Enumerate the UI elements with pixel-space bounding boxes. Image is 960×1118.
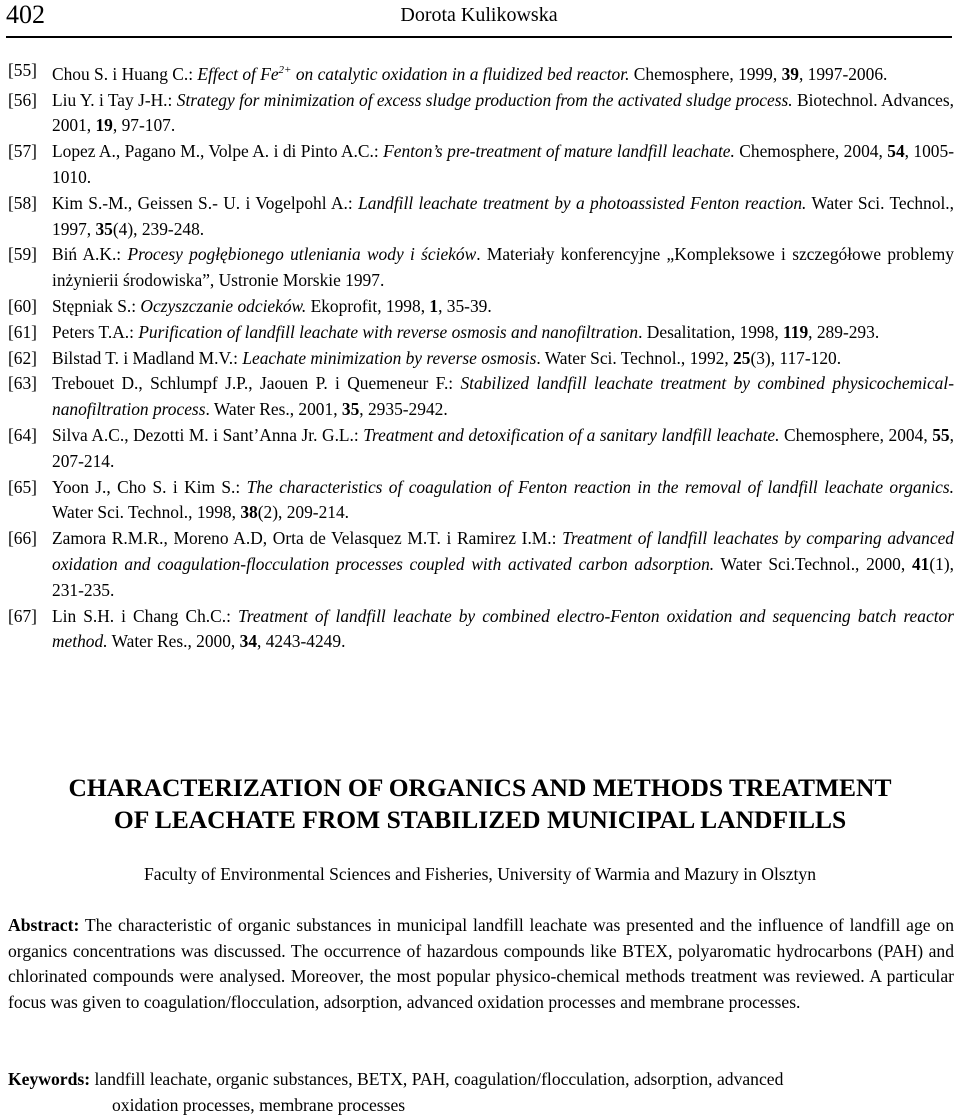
reference-pages: (3), 117-120. (750, 347, 842, 368)
reference-title: The characteristics of coagulation of Fenton reaction in the removal of landfill leachate organics. (246, 476, 954, 497)
reference-item (8, 242, 954, 294)
reference-number: [63] (8, 373, 37, 394)
keywords (8, 1067, 954, 1118)
reference-authors: Lin S.H. i Chang Ch.C.: (52, 605, 238, 626)
page-number: 402 (6, 0, 45, 29)
reference-title: Treatment of landfill leachates by comparing advanced oxidation and coagulation-flocculation processes coupled with activated carbon adsorption. (52, 528, 954, 574)
reference-pages: (2), 209-214. (257, 502, 350, 523)
reference-authors: Silva A.C., Dezotti M. i Sant’Anna Jr. G.L.: (52, 424, 364, 445)
reference-journal: . Water Sci. Technol., 1992, (536, 347, 734, 368)
reference-item (8, 294, 954, 320)
reference-authors: Chou S. i Huang C.: (52, 63, 198, 84)
reference-pages: , 207-214. (52, 424, 954, 471)
reference-pages: , 1997-2006. (798, 63, 888, 84)
reference-number: [66] (8, 528, 37, 549)
reference-authors: Zamora R.M.R., Moreno A.D, Orta de Velasquez M.T. i Ramirez I.M.: (52, 528, 563, 549)
reference-journal: Chemosphere, 1999, (629, 63, 782, 84)
reference-title: Stabilized landfill leachate treatment by combined physicochemical-nanofiltration process (52, 373, 955, 420)
reference-journal: Water Sci. Technol., 1998, (52, 502, 241, 523)
reference-number: [64] (8, 424, 37, 445)
abstract-label: Abstract: (8, 915, 80, 935)
reference-journal: Water Sci.Technol., 2000, (714, 553, 912, 574)
reference-title: Strategy for minimization of excess sludge production from the activated sludge process. (176, 89, 793, 110)
reference-item (8, 88, 954, 140)
running-head: Dorota Kulikowska (400, 4, 558, 26)
reference-volume: 41 (911, 553, 930, 574)
reference-journal: Ekoprofit, 1998, (306, 295, 430, 316)
reference-pages: (1), 231-235. (52, 553, 954, 600)
reference-authors: Lopez A., Pagano M., Volpe A. i di Pinto A.C.: (52, 141, 384, 162)
article-title (0, 772, 960, 836)
reference-authors: Yoon J., Cho S. i Kim S.: (52, 476, 247, 497)
reference-number: [62] (8, 347, 37, 368)
reference-title: Purification of landfill leachate with reverse osmosis and nanofiltration (138, 321, 639, 342)
reference-volume: 25 (733, 347, 751, 368)
reference-journal: . Materiały konferencyjne „Kompleksowe i szczegółowe problemy inżynierii środowiska”, Ustronie Morskie 1997. (52, 244, 954, 291)
reference-item (8, 475, 954, 527)
reference-title: Procesy pogłębionego utleniania wody i ścieków (127, 244, 477, 265)
reference-title: Leachate minimization by reverse osmosis (242, 347, 537, 368)
reference-item (8, 346, 954, 372)
reference-pages: (4), 239-248. (112, 218, 205, 239)
reference-authors: Liu Y. i Tay J-H.: (52, 89, 177, 110)
reference-item (8, 58, 954, 88)
keywords-label: Keywords: (8, 1069, 91, 1089)
reference-journal: . Desalitation, 1998, (638, 321, 784, 342)
reference-authors: Kim S.-M., Geissen S.- U. i Vogelpohl A.: (52, 192, 359, 213)
reference-title-continued: on catalytic oxidation in a fluidized bed reactor. (291, 63, 630, 84)
reference-journal: Chemosphere, 2004, (734, 141, 888, 162)
reference-journal: Chemosphere, 2004, (779, 424, 933, 445)
keywords-line-1: landfill leachate, organic substances, BETX, PAH, coagulation/flocculation, adsorption, advanced (90, 1069, 784, 1089)
reference-title-superscript: 2+ (278, 64, 292, 76)
reference-title: Fenton’s pre-treatment of mature landfill leachate. (383, 141, 735, 162)
reference-authors: Trebouet D., Schlumpf J.P., Jaouen P. i Quemeneur F.: (52, 373, 461, 394)
reference-number: [60] (8, 295, 37, 316)
reference-number: [56] (8, 89, 37, 110)
reference-item (8, 191, 954, 243)
reference-volume: 54 (887, 141, 905, 162)
reference-item (8, 423, 954, 475)
reference-journal: Biotechnol. Advances, 2001, (52, 89, 954, 136)
reference-item (8, 320, 954, 346)
reference-number: [58] (8, 192, 37, 213)
page-header (6, 0, 952, 34)
reference-list (8, 58, 954, 655)
reference-volume: 38 (240, 502, 258, 523)
reference-volume: 119 (783, 321, 809, 342)
reference-item (8, 139, 954, 191)
reference-number: [55] (8, 60, 37, 80)
reference-volume: 19 (95, 115, 113, 136)
reference-item (8, 526, 954, 603)
reference-pages: , 289-293. (808, 321, 880, 342)
reference-pages: , 1005-1010. (52, 141, 954, 187)
reference-journal: Water Res., 2000, (107, 631, 240, 652)
reference-item (8, 371, 954, 423)
reference-authors: Stępniak S.: (52, 295, 141, 316)
article-title-line-1: CHARACTERIZATION OF ORGANICS AND METHODS TREATMENT (68, 773, 892, 802)
reference-number: [61] (8, 321, 37, 342)
reference-pages: , 35-39. (438, 295, 492, 316)
reference-number: [59] (8, 244, 37, 265)
reference-number: [65] (8, 476, 37, 497)
reference-pages: , 4243-4249. (257, 631, 346, 652)
reference-pages: , 97-107. (112, 115, 176, 136)
abstract (8, 913, 954, 1015)
reference-volume: 55 (932, 424, 950, 445)
abstract-text: The characteristic of organic substances in municipal landfill leachate was presented and the influence of landfill age on organics concentrations was discussed. The occurrence of hazardous compounds like BTEX, polyaromatic hydrocarbons (PAH) and chlorinated compounds were analysed. Moreover, the most popular physico-chemical methods treatment was reviewed. A particular focus was given to coagulation/flocculation, adsorption, advanced oxidation processes and membrane processes. (8, 915, 954, 1012)
reference-volume: 39 (781, 63, 799, 84)
article-title-line-2: OF LEACHATE FROM STABILIZED MUNICIPAL LANDFILLS (113, 805, 847, 834)
keywords-line-2: oxidation processes, membrane processes (112, 1094, 406, 1115)
reference-number: [67] (8, 605, 37, 626)
reference-journal: . Water Res., 2001, (205, 399, 342, 420)
reference-title: Treatment and detoxification of a sanitary landfill leachate. (363, 424, 780, 445)
reference-title: Oczyszczanie odcieków. (140, 295, 307, 316)
reference-number: [57] (8, 141, 37, 162)
reference-title: Landfill leachate treatment by a photoassisted Fenton reaction. (358, 192, 807, 213)
header-rule (6, 36, 952, 38)
reference-authors: Biń A.K.: (52, 244, 128, 265)
reference-item (8, 604, 954, 656)
reference-title: Effect of Fe (197, 63, 279, 84)
reference-pages: , 2935-2942. (359, 399, 448, 420)
reference-authors: Bilstad T. i Madland M.V.: (52, 347, 243, 368)
reference-volume: 35 (341, 399, 360, 420)
reference-title: Treatment of landfill leachate by combined electro-Fenton oxidation and sequencing batch reactor method. (52, 605, 954, 652)
reference-volume: 1 (429, 295, 439, 316)
affiliation: Faculty of Environmental Sciences and Fisheries, University of Warmia and Mazury in Olsztyn (143, 864, 817, 884)
reference-authors: Peters T.A.: (52, 321, 139, 342)
reference-volume: 34 (239, 631, 258, 652)
reference-volume: 35 (95, 218, 113, 239)
reference-journal: Water Sci. Technol., 1997, (52, 192, 954, 239)
